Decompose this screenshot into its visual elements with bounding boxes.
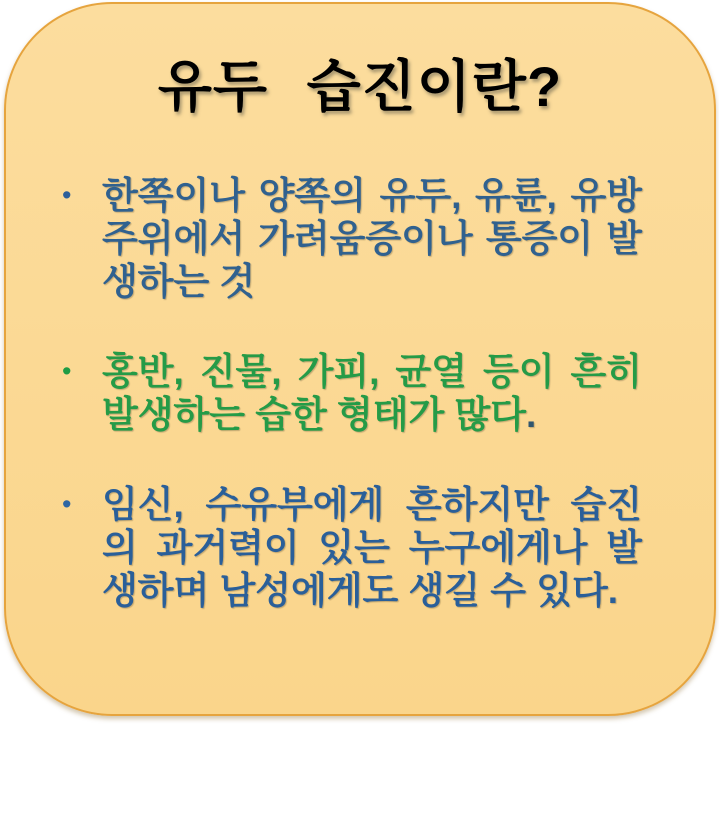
bullet-dot-icon: •	[62, 489, 72, 519]
bullet-text	[102, 174, 642, 303]
bullet-text-main: 한쪽이나 양쪽의 유두, 유륜, 유방 주위에서 가려움증이나 통증이 발생하는 것	[102, 175, 642, 302]
bullet-list	[58, 174, 642, 612]
bullet-dot-icon: •	[62, 356, 72, 386]
bullet-dot-icon: •	[62, 180, 72, 210]
slide-title: 유두 습진이란?	[157, 55, 563, 118]
bullet-item	[58, 483, 642, 612]
bullet-text	[102, 483, 642, 612]
bullet-text-main: 임신, 수유부에게 흔하지만 습진의 과거력이 있는 누구에게나 발생하며 남성에게도 생길 수 있다.	[102, 484, 642, 611]
bullet-item	[58, 350, 642, 436]
bullet-text-tail: .	[526, 394, 537, 435]
slide-card	[4, 2, 716, 716]
bullet-text-main: 홍반, 진물, 가피, 균열 등이 흔히 발생하는 습한 형태가 많다	[102, 351, 642, 435]
bullet-text	[102, 350, 642, 436]
bullet-item	[58, 174, 642, 303]
